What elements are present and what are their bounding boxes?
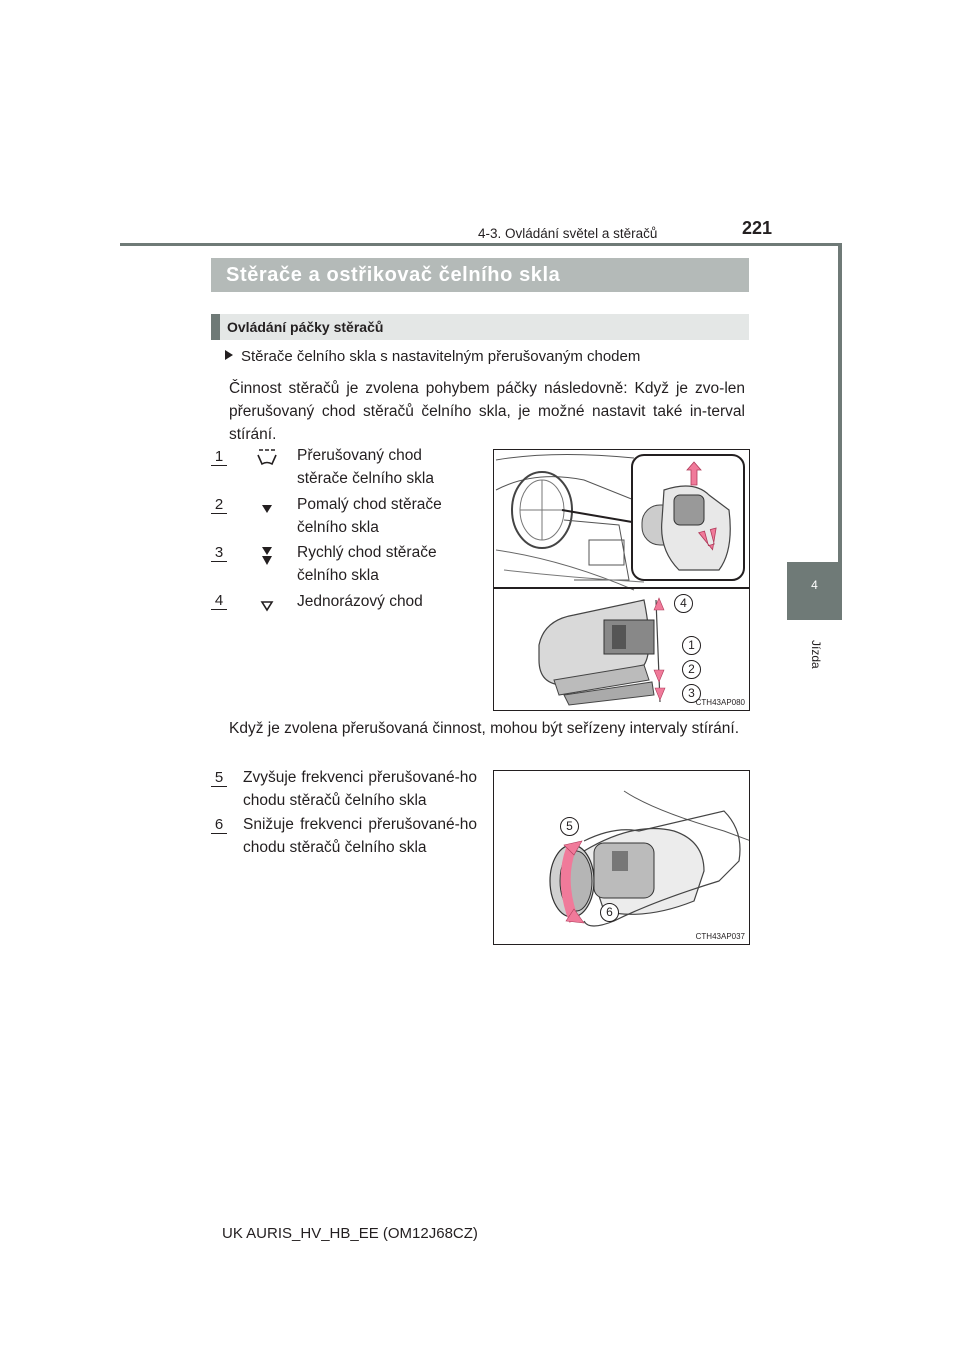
interval-paragraph: Když je zvolena přerušovaná činnost, mohou být seřízeny intervaly stírání. [229, 720, 740, 737]
intermittent-wiper-icon [256, 448, 278, 470]
chapter-label: Jízda [809, 640, 823, 669]
figure-code: CTH43AP080 [695, 698, 745, 707]
mode-label: Přerušovaný chod stěrače čelního skla [297, 447, 434, 487]
bullet-text: Stěrače čelního skla s nastavitelným přerušovaným chodem [241, 348, 641, 365]
callout-6: 6 [600, 903, 619, 922]
bullet-line [225, 347, 640, 367]
callout-4: 4 [674, 594, 693, 613]
mode-label: Pomalý chod stěrače čelního skla [297, 496, 442, 536]
interval-knob-figure [493, 770, 750, 945]
page-number: 221 [742, 218, 773, 238]
single-down-triangle-icon [256, 499, 278, 521]
header-section-title: 4-3. Ovládání světel a stěračů [478, 226, 658, 241]
callout-1: 1 [682, 636, 701, 655]
subsection-title: Ovládání páčky stěračů [211, 314, 749, 340]
chapter-tab[interactable]: 4 [787, 562, 842, 620]
mode-label: Jednorázový chod [297, 593, 423, 610]
section-title: Stěrače a ostřikovač čelního skla [211, 258, 749, 292]
wiper-lever-figure [493, 449, 750, 711]
mode-number: 3 [211, 545, 227, 562]
callout-2: 2 [682, 660, 701, 679]
double-down-triangle-icon [256, 545, 278, 567]
figure-code: CTH43AP037 [695, 932, 745, 941]
wiper-lever-illustration [494, 450, 750, 711]
frequency-number: 5 [211, 770, 227, 787]
side-rail [838, 246, 842, 562]
callout-5: 5 [560, 817, 579, 836]
mode-number: 1 [211, 449, 227, 466]
frequency-number: 6 [211, 817, 227, 834]
frequency-label: Zvyšuje frekvenci přerušované-ho chodu stěračů čelního skla [243, 769, 477, 809]
interval-knob-illustration [494, 771, 750, 945]
mode-number: 2 [211, 497, 227, 514]
intro-paragraph: Činnost stěračů je zvolena pohybem páčky následovně: Když je zvo-len přerušovaný chod stěračů čelního skla, je možné nastavit také in-terval stírání. [229, 380, 745, 443]
mode-number: 4 [211, 593, 227, 610]
bullet-triangle-icon [225, 350, 233, 360]
hollow-triangle-icon [256, 595, 278, 617]
frequency-label: Snižuje frekvenci přerušované-ho chodu stěračů čelního skla [243, 816, 477, 856]
mode-label: Rychlý chod stěrače čelního skla [297, 544, 437, 584]
footer-model-code: UK AURIS_HV_HB_EE (OM12J68CZ) [222, 1225, 478, 1242]
callout-3: 3 [682, 684, 701, 703]
header-rule [120, 243, 842, 246]
